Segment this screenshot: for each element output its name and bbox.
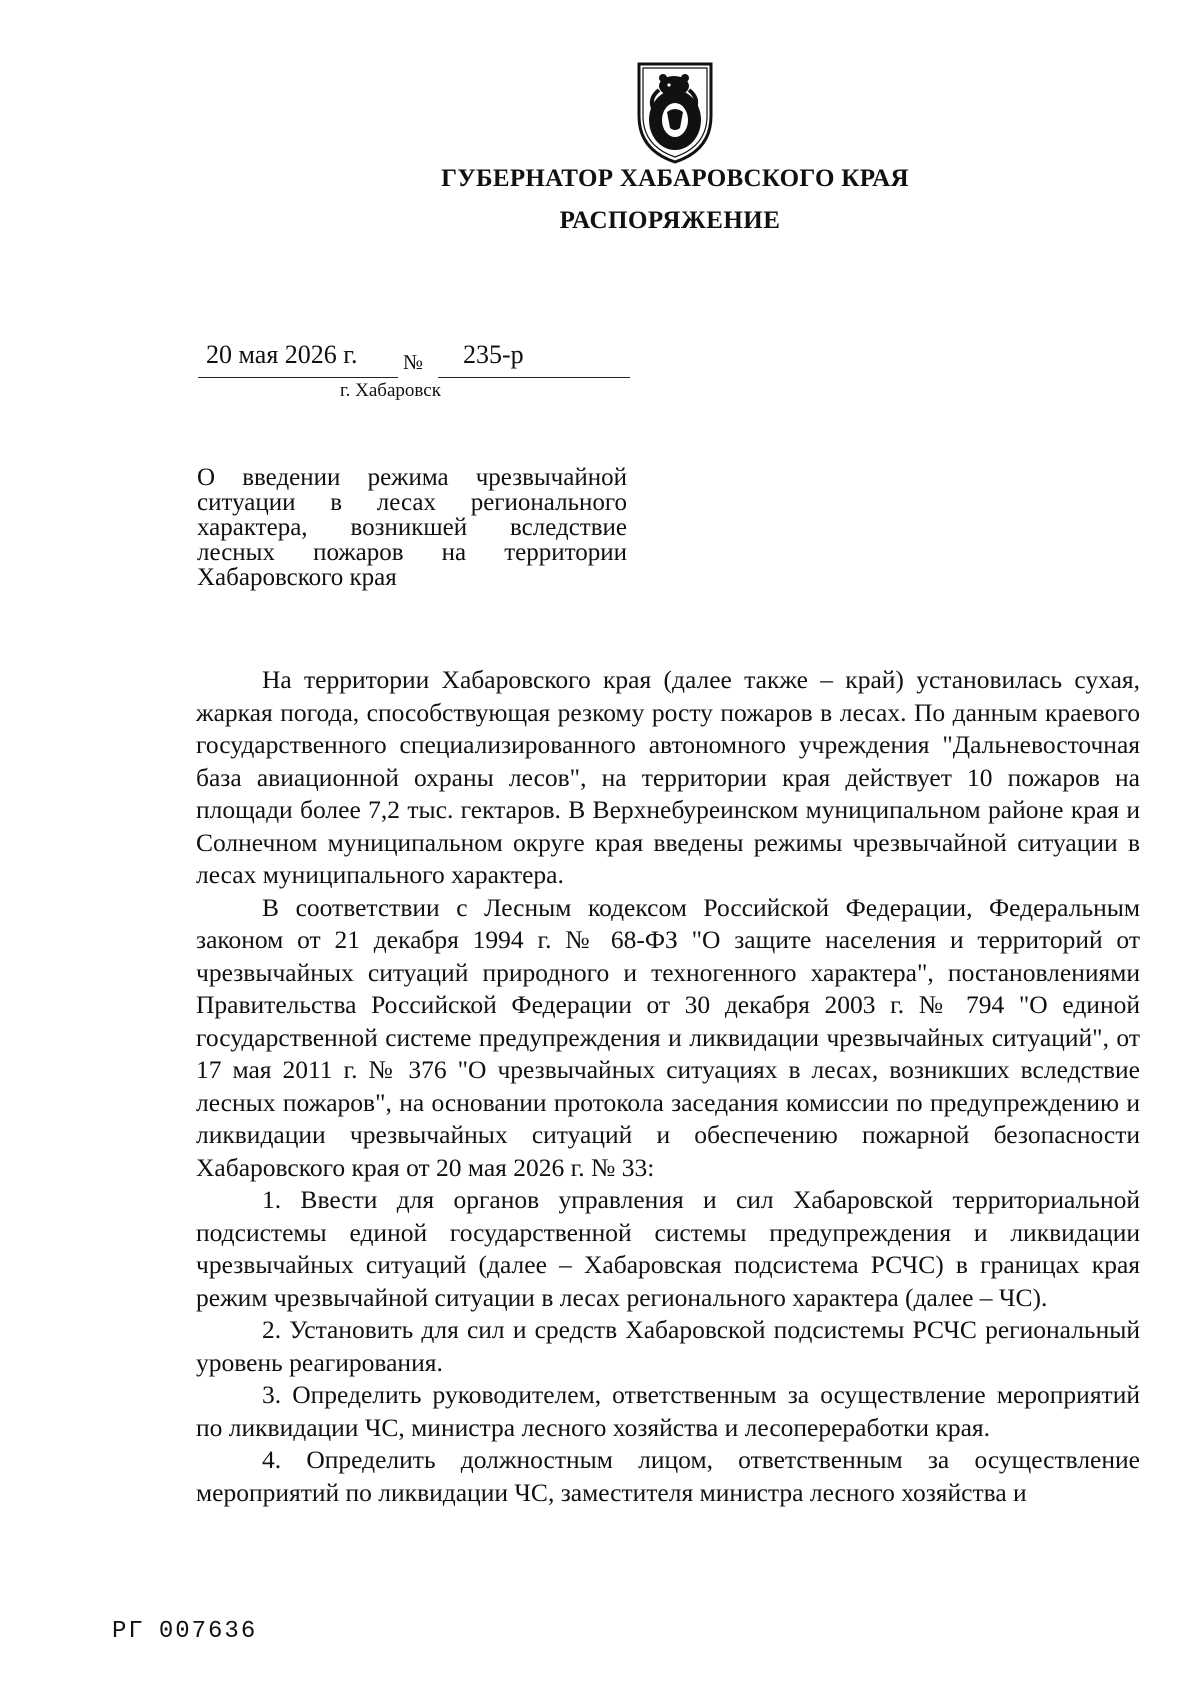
form-series: РГ (112, 1618, 145, 1645)
paragraph: 3. Определить руководителем, ответственным за осуществление мероприятий по ликвидации ЧС, министра лесного хозяйства и лесопереработки края. (196, 1380, 1140, 1442)
document-number: 235-р (463, 340, 524, 369)
form-number: 007636 (158, 1618, 258, 1645)
document-body (196, 664, 1140, 1509)
document-city: г. Хабаровск (340, 380, 441, 401)
document-requisites (198, 340, 630, 400)
coat-of-arms-icon (633, 58, 717, 166)
paragraph: В соответствии с Лесным кодексом Российской Федерации, Федеральным законом от 21 декабря 1994 г. № 68-ФЗ "О защите населения и территорий от чрезвычайных ситуаций природного и техногенного характера", постановлениями Правительства Российской Федерации от 30 декабря 2003 г. № 794 "О единой государственной системе предупреждения и ликвидации чрезвычайных ситуаций", от 17 мая 2011 г. № 376 "О чрезвычайных ситуациях в лесах, возникших вследствие лесных пожаров", на основании протокола заседания комиссии по предупреждению и ликвидации чрезвычайных ситуаций и обеспечению пожарной безопасности Хабаровского края от 20 мая 2026 г. № 33: (196, 892, 1140, 1182)
date-underline (198, 377, 398, 378)
issuing-authority: ГУБЕРНАТОР ХАБАРОВСКОГО КРАЯ (441, 165, 909, 192)
form-serial-number (112, 1618, 271, 1645)
document-type: РАСПОРЯЖЕНИЕ (559, 207, 781, 234)
paragraph: 2. Установить для сил и средств Хабаровской подсистемы РСЧС региональный уровень реагирования. (196, 1315, 1140, 1377)
paragraph: 4. Определить должностным лицом, ответственным за осуществление мероприятий по ликвидации ЧС, заместителя министра лесного хозяйства и (196, 1445, 1140, 1507)
document-date: 20 мая 2026 г. (206, 340, 358, 369)
paragraph: 1. Ввести для органов управления и сил Хабаровской территориальной подсистемы единой государственной системы предупреждения и ликвидации чрезвычайных ситуаций (далее – Хабаровская подсистема РСЧС) в границах края режим чрезвычайной ситуации в лесах регионального характера (далее – ЧС). (196, 1185, 1140, 1312)
document-subject: О введении режима чрезвычайной ситуации в лесах регионального характера, возникшей вследствие лесных пожаров на территории Хабаровского края (197, 464, 627, 591)
paragraph: На территории Хабаровского края (далее также – край) установилась сухая, жаркая погода, способствующая резкому росту пожаров в лесах. По данным краевого государственного специализированного автономного учреждения "Дальневосточная база авиационной охраны лесов", на территории края действует 10 пожаров на площади более 7,2 тыс. гектаров. В Верхнебуреинском муниципальном районе края и Солнечном муниципальном округе края введены режимы чрезвычайной ситуации в лесах муниципального характера. (196, 665, 1140, 889)
number-sign: № (403, 350, 424, 374)
number-underline (438, 377, 630, 378)
